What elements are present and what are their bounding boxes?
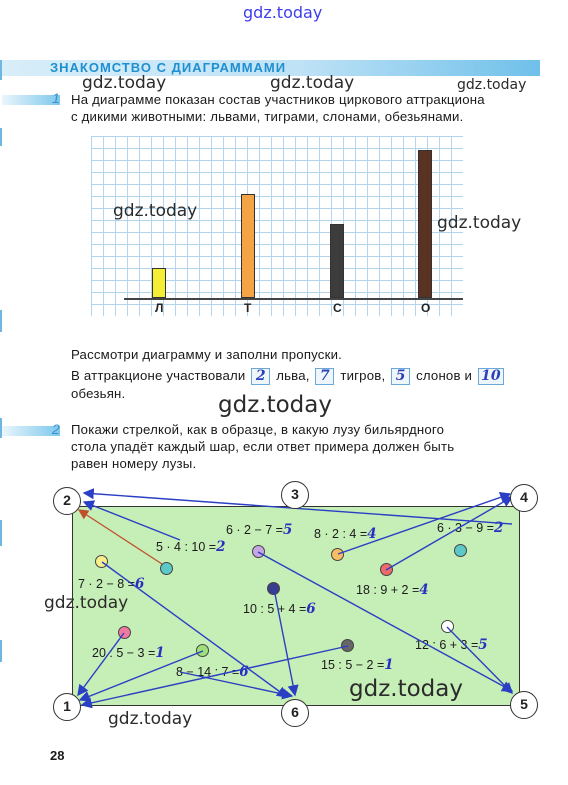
tigers-word: тигров,	[340, 368, 386, 383]
example: 6 · 3 − 9 =2	[437, 520, 504, 536]
tigers-answer-box[interactable]: 7	[315, 368, 334, 385]
pocket-5[interactable]: 5	[510, 691, 538, 719]
example: 5 · 4 : 10 =2	[156, 539, 226, 555]
task2-text-line2: стола упадёт каждый шар, если ответ примера должен быть	[71, 439, 455, 454]
monkeys-answer-box[interactable]: 10	[478, 368, 504, 385]
fill-prefix: В аттракционе участвовали	[71, 368, 246, 383]
example: 8 − 14 : 7 =6	[176, 664, 249, 680]
task2-text-line1: Покажи стрелкой, как в образце, в какую лузу бильярдного	[71, 422, 445, 437]
task-number: 2	[52, 421, 60, 437]
watermark: gdz.today	[113, 201, 198, 221]
arrow	[386, 497, 512, 570]
example: 6 · 2 − 7 =5	[226, 522, 293, 538]
watermark: gdz.today	[218, 392, 332, 418]
arrow	[82, 646, 348, 705]
elephants-word: слонов и	[416, 368, 473, 383]
monkeys-word: обезьян.	[71, 386, 126, 401]
task1-text-line1: На диаграмме показан состав участников циркового аттракциона	[71, 92, 485, 107]
pocket-4[interactable]: 4	[510, 484, 538, 512]
watermark: gdz.today	[437, 213, 522, 233]
example: 18 : 9 + 2 =4	[356, 582, 429, 598]
arrow	[84, 502, 180, 540]
example: 15 : 5 − 2 =1	[321, 657, 394, 673]
example: 10 : 5 + 4 =6	[243, 601, 316, 617]
watermark: gdz.today	[349, 676, 463, 702]
watermark: gdz.today	[108, 709, 193, 729]
elephants-answer-box[interactable]: 5	[391, 368, 410, 385]
page-number: 28	[50, 748, 65, 763]
watermark: gdz.today	[82, 73, 167, 93]
sample-arrow	[79, 510, 162, 564]
lions-answer-box[interactable]: 2	[251, 368, 270, 385]
task1-text-line2: с дикими животными: львами, тиграми, слонами, обезьянами.	[71, 109, 464, 124]
task1-instruction: Рассмотри диаграмму и заполни пропуски.	[71, 347, 343, 362]
arrow	[338, 494, 510, 554]
watermark: gdz.today	[243, 3, 323, 22]
example: 20 : 5 − 3 =1	[92, 645, 165, 661]
task-number: 1	[52, 90, 60, 106]
watermark: gdz.today	[270, 73, 355, 93]
pocket-2[interactable]: 2	[53, 487, 81, 515]
pocket-3[interactable]: 3	[281, 481, 309, 509]
lions-word: льва,	[276, 368, 310, 383]
chart-category-label: С	[333, 301, 342, 315]
section-title: ЗНАКОМСТВО С ДИАГРАММАМИ	[50, 60, 287, 75]
arrow	[102, 562, 287, 697]
chart-category-label: О	[421, 301, 431, 315]
watermark: gdz.today	[44, 593, 129, 613]
arrow	[274, 589, 295, 695]
chart-category-label: Т	[244, 301, 252, 315]
task2-text-line3: равен номеру лузы.	[71, 456, 197, 471]
arrow	[258, 552, 512, 691]
pocket-1[interactable]: 1	[53, 693, 81, 721]
pocket-6[interactable]: 6	[281, 699, 309, 727]
watermark: gdz.today	[457, 77, 527, 93]
arrow	[180, 672, 292, 696]
example: 8 · 2 : 4 =4	[314, 526, 377, 542]
example: 7 · 2 − 8 =6	[78, 576, 145, 592]
chart-category-label: Л	[155, 301, 164, 315]
arrow	[80, 651, 203, 700]
example: 12 : 6 + 3 =5	[415, 637, 488, 653]
